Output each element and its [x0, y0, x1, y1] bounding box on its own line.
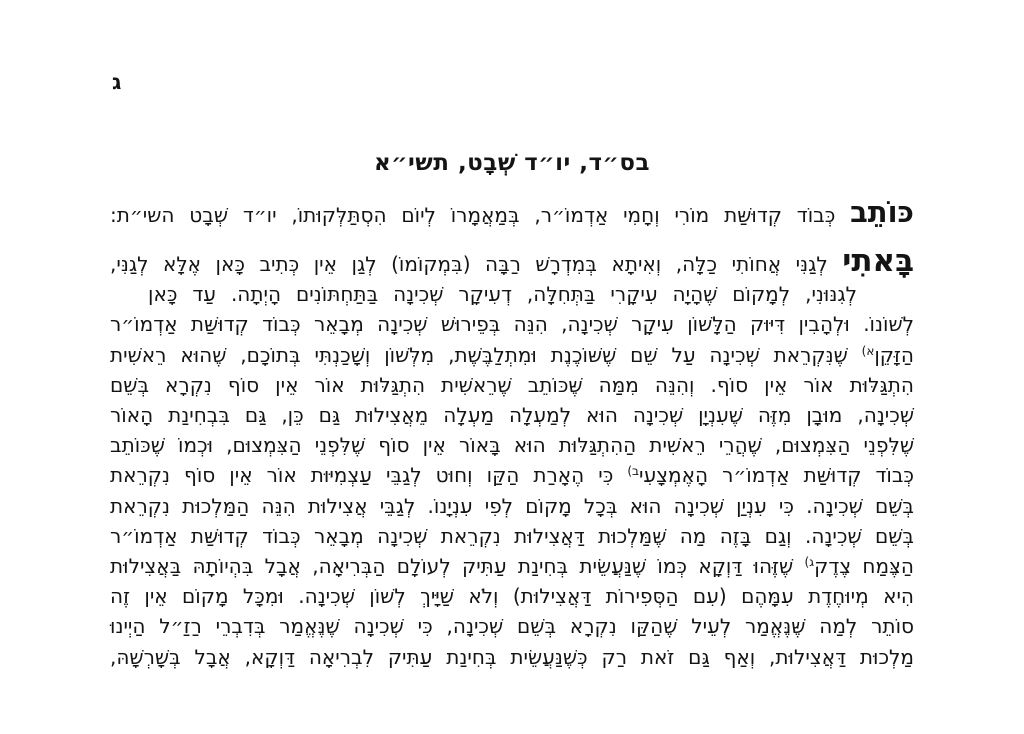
- body-lead-word: בָּאתִי: [842, 243, 914, 279]
- footnote-marker-alef: א): [861, 343, 875, 358]
- line-text: הַזָּקֵן: [874, 342, 914, 367]
- text-line: לְשׁוֹנוֹ. וּלְהָבִין דִּיּוּק הַלָּשׁוֹן עִיקָר שְׁכִינָה, הִנֵּה בְּפֵירוּשׁ שְׁכִינָה מְבָאֵר כְּבוֹד קְדוּשַּׁת אַדְמוֹ״ר: [110, 312, 914, 337]
- intro-paragraph: [110, 197, 914, 230]
- intro-text: כְּבוֹד קְדוּשַּׁת מוֹרִי וְחָמִי אַדְמוֹ״ר, בְּמַאֲמָרוֹ לְיוֹם הִסְתַּלְּקוּתוֹ, יו״ד שְׁבָט השי״ת:: [110, 203, 851, 227]
- date-header: בס״ד, יו״ד שְׁבָט, תשי״א: [373, 150, 651, 176]
- text-line: הִתְגַּלּוּת אוֹר אֵין סוֹף. וְהִנֵּה מִמַּה שֶּׁכּוֹתֵב שֶׁרֵאשִׁית הִתְגַּלּוּת אוֹר אֵין סוֹף נִקְרָא בְּשֵׁם: [110, 372, 914, 397]
- line-text: שֶׁנִּקְרֵאת שְׁכִינָה עַל שֵׁם שֶׁשּׁוֹכֶנֶת וּמִתְלַבֶּשֶׁת, מִלְּשׁוֹן וְשָׁכַנְתִּי בְּתוֹכָם, שֶׁהוּא רֵאשִׁית: [110, 342, 862, 367]
- text-line: [110, 340, 914, 370]
- text-line: [110, 551, 914, 581]
- main-paragraph: [110, 243, 915, 672]
- text-line: [110, 243, 914, 279]
- page-content: [110, 150, 914, 672]
- footnote-marker-beis: ב): [627, 464, 639, 479]
- text-line: בְּשֵׁם שְׁכִינָה. וְגַם בָּזֶה מַה שֶּׁמַּלְכוּת דַּאֲצִילוּת נִקְרֵאת שְׁכִינָה מְבָאֵר כְּבוֹד קְדוּשַּׁת אַדְמוֹ״ר: [110, 523, 914, 548]
- line-text: כִּי הֶאָרַת הַקַּו וְחוּט לְגַבֵּי עַצְמִיּוּת אוֹר אֵין סוֹף נִקְרֵאת: [110, 463, 628, 488]
- text-line: לְגִנּוּנִי, לְמָקוֹם שֶׁהָיָה עִיקָרִי בַּתְּחִלָּה, דְעִיקָר שְׁכִינָה בַּתַּחְתּוֹנִים הָיְתָה. עַד כָּאן: [148, 282, 857, 307]
- footnote-marker-gimel: ג): [804, 555, 815, 570]
- line-text: הַצֶּמַח צֶדֶק: [814, 554, 914, 579]
- page-number: ג: [112, 70, 122, 94]
- text-line: מַלְכוּת דַּאֲצִילוּת, וְאַף גַּם זֹאת רַק כְּשֶׁנַּעֲשֵׂית בְּחִינַת עַתִּיק לִבְרִיאָה דַּוְקָא, אֲבָל בְּשָׁרְשָׁהּ,: [110, 644, 914, 669]
- text-line: בְּשֵׁם שְׁכִינָה. כִּי עִנְיַן שְׁכִינָה הוּא בְּכָל מָקוֹם לְפִי עִנְיָנוֹ. לְגַבֵּי אֲצִילוּת הִנֵּה הַמַּלְכוּת נִקְרֵאת: [110, 493, 914, 518]
- text-line: סוֹתֵר לְמַה שֶּׁנֶּאֱמַר לְעֵיל שֶׁהַקַּו נִקְרָא בְּשֵׁם שְׁכִינָה, כִּי שְׁכִינָה שֶׁנֶּאֱמַר בְּדִבְרֵי רַזַ״ל הַיְינוּ: [110, 614, 914, 639]
- text-line: הִיא מְיוּחֶדֶת עִמָּהֶם (עִם הַסְּפִירוֹת דַּאֲצִילוּת) וְלֹא שַׁיָּיךְ לְשׁוֹן שְׁכִינָה. וּמִכָּל מָקוֹם אֵין זֶה: [110, 584, 914, 609]
- line-text: לְגַנִּי אֲחוֹתִי כַלָּה, וְאִיתָא בְּמִדְרָשׁ רַבָּה (בִּמְקוֹמוֹ) לְגַן אֵין כְּתִיב כָּאן אֶלָּא לְגַנִּי,: [110, 252, 843, 276]
- intro-lead-word: כּוֹתֵב: [850, 195, 914, 229]
- text-line: שְׁכִינָה, מוּבָן מִזֶּה שֶׁעִנְיָן שְׁכִינָה הוּא לְמַעְלָה מַעְלָה מֵאֲצִילוּת גַּם כֵּן, גַּם בִּבְחִינַת הָאוֹר: [110, 403, 914, 428]
- text-line: שֶׁלִּפְנֵי הַצִּמְצוּם, שֶׁהֲרֵי רֵאשִׁית הַהִתְגַּלּוּת הוּא בָּאוֹר אֵין סוֹף שֶׁלִּפְנֵי הַצִּמְצוּם, וּכְמוֹ שֶׁכּוֹתֵב: [110, 433, 914, 458]
- line-text: שֶׁזֶּהוּ דַּוְקָא כְּמוֹ שֶׁנַּעֲשֵׂית בְּחִינַת עַתִּיק לְעוֹלָם הַבְּרִיאָה, אֲבָל בִּהְיוֹתָהּ בַּאֲצִילוּת: [110, 554, 805, 579]
- text-line: [110, 460, 914, 490]
- line-text: כְּבוֹד קְדוּשַּׁת אַדְמוֹ״ר הָאֶמְצָעִי: [638, 463, 915, 488]
